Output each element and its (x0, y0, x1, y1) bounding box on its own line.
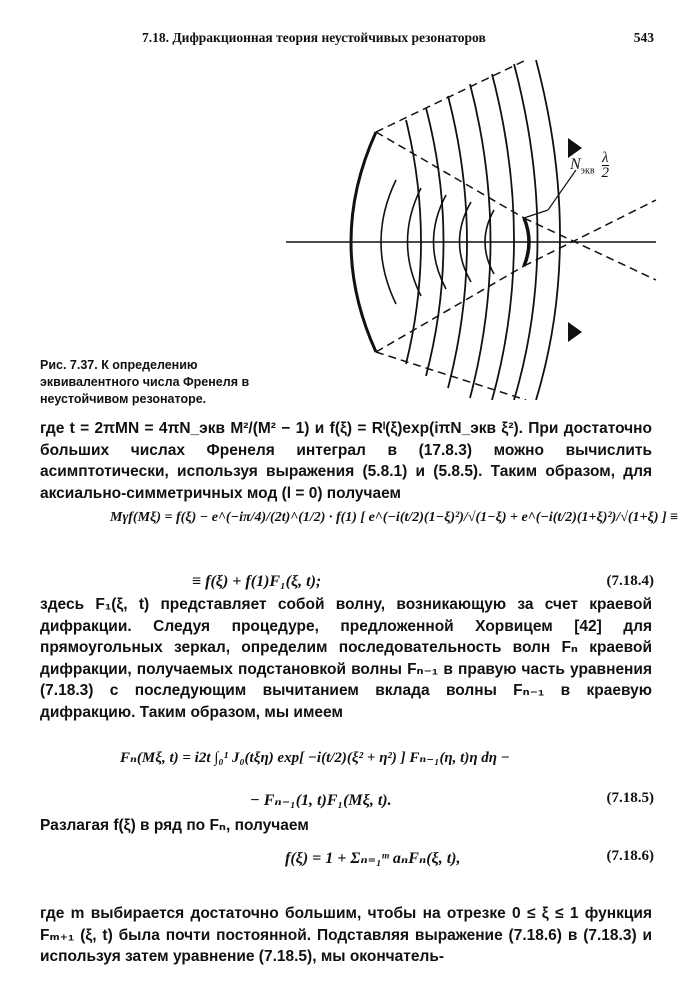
paragraph-3: Разлагая f(ξ) в ряд по Fₙ, получаем (40, 817, 309, 834)
figure-label: $N_{экв}$ $\frac{\lambda}{2}$ (570, 150, 610, 181)
equation-number-7-18-5: (7.18.5) (606, 790, 654, 806)
running-header (142, 30, 654, 46)
resonator-figure (286, 60, 666, 400)
page-number: 543 (633, 30, 654, 45)
arrow-lower-icon (568, 322, 582, 342)
equation-number-7-18-6: (7.18.6) (606, 848, 654, 864)
paragraph-4: где m выбирается достаточно большим, чтобы на отрезке 0 ≤ ξ ≤ 1 функция Fₘ₊₁ (ξ, t) была почти постоянной. Подставляя выражение (7.18.6) в (7.18.3) и используя затем уравнение (7.18.5), мы окончатель- (40, 905, 652, 965)
paragraph-2: здесь F₁(ξ, t) представляет собой волну, возникающую за счет краевой дифракции. Следуя процедуре, предложенной Хорвицем [42] для прямоугольных зеркал, определим последовательность волн Fₙ краевой дифракции, получаемых подстановкой волны Fₙ₋₁ в правую часть уравнения (7.18.3) с последующим вычитанием вклада волны Fₙ₋₁ в краевую дифракцию. Таким образом, мы имеем (40, 596, 652, 721)
header-title: 7.18. Дифракционная теория неустойчивых резонаторов (142, 30, 486, 45)
figure-caption: Рис. 7.37. К определению эквивалентного числа Френеля в неустойчивом резонаторе. (40, 358, 250, 406)
equation-number-7-18-4: (7.18.4) (606, 573, 654, 589)
paragraph-1: где t = 2πMN = 4πN_экв M²/(M² − 1) и f(ξ) = Rˡ(ξ)exp(iπN_экв ξ²). При достаточно больших числах Френеля интеграл в (17.8.3) можно вычислить асимптотически, используя выражения (5.8.1) и (5.8.5). Таким образом, для аксиально-симметричных мод (l = 0) получаем (40, 420, 652, 502)
